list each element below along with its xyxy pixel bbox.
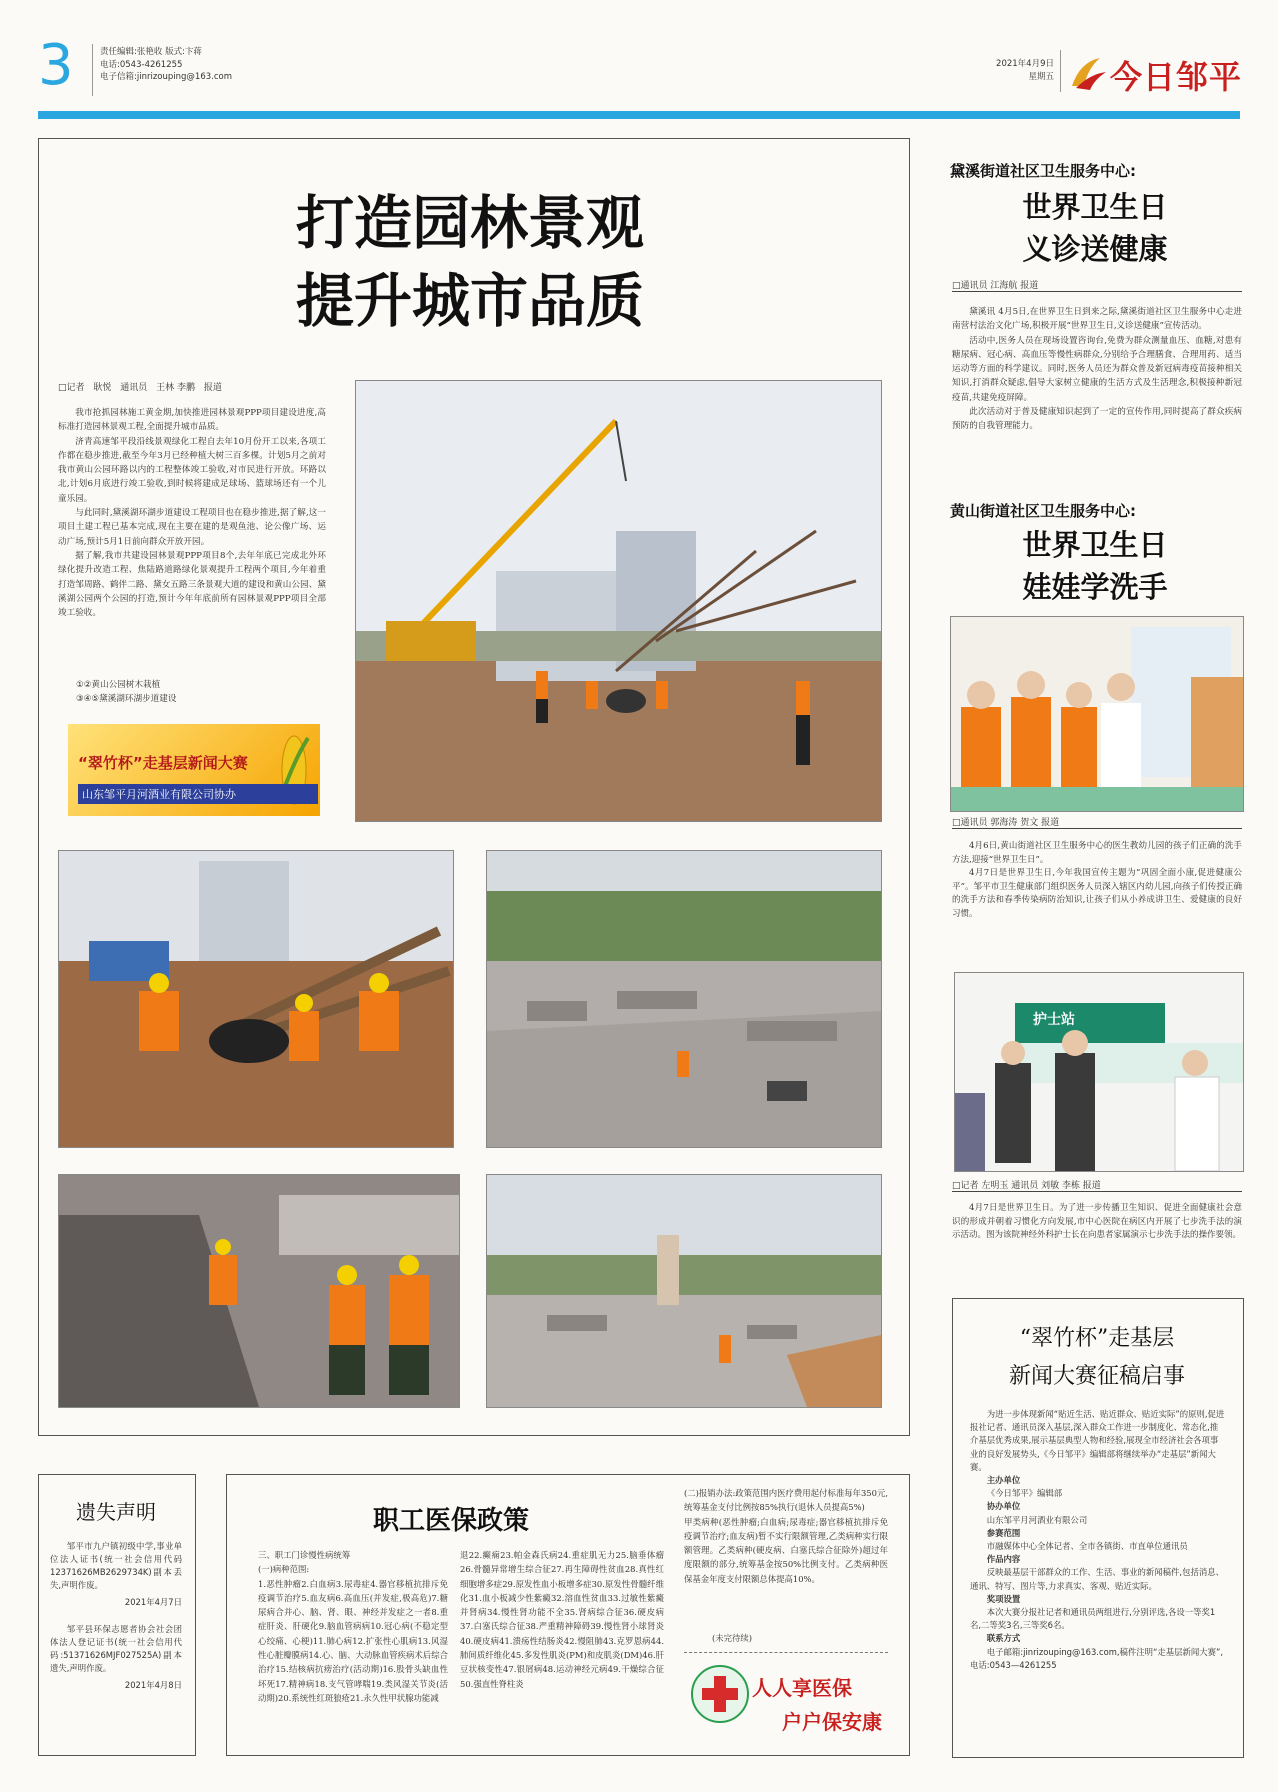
- photo-caption-1: ①②黄山公园树木栽植: [76, 680, 161, 690]
- lost-notice-title: 遗失声明: [76, 1500, 156, 1524]
- policy-title: 职工医保政策: [372, 1506, 529, 1536]
- photo-captions: [76, 678, 176, 706]
- main-paragraph: 据了解,我市共建设园林景观PPP项目8个,去年年底已完成北外环绿化提升改造工程、焦陆路道路绿化景观提升工程两个项目,今年着重打造邹周路、鹤伴二路、黛女五路三条景观大道的建设和黄山公园、黛溪湖公园两个公园的打造,预计今年年底前所有园林景观PPP项目全部竣工验收。: [58, 550, 326, 619]
- story1-body: [952, 305, 1242, 434]
- contest-notice-body: [970, 1408, 1226, 1672]
- story1-paragraph: 活动中,医务人员在现场设置咨询台,免费为群众测量血压、血糖,对患有糖尿病、冠心病、高血压等慢性病群众,分别给予合理膳食、合理用药、适当运动等方面的科学建议。同时,医务人员还为群众普及新冠病毒疫苗接种相关知识,打消群众疑虑,倡导大家树立健康的生活方式及生活理念,积极接种新冠疫苗,共建免疫屏障。: [952, 335, 1242, 403]
- main-title-line2: 提升城市品质: [295, 267, 644, 335]
- main-article-body: [58, 406, 326, 620]
- story2-rule: [952, 828, 1242, 829]
- lost-item-1: 邹平市九户镇初级中学,事业单位法人证书(统一社会信用代码12371626MB2629734K)副本丢失,声明作废。: [50, 1541, 182, 1590]
- contest-notice-title: [952, 1320, 1242, 1396]
- photo-paving-workers: [58, 1174, 460, 1408]
- masthead-logo-icon: [1066, 52, 1108, 92]
- main-paragraph: 与此同时,黛溪湖环湖步道建设工程项目也在稳步推进,据了解,这一项目土建工程已基本完成,现在主要在建的是观鱼池、论公像广场、运动广场,预计5月1日前向群众开放开园。: [58, 508, 326, 547]
- scope-value: 市融媒体中心全体记者、全市各镇街、市直单位通讯员: [986, 1541, 1188, 1552]
- photo-crane-tree-planting: [355, 380, 882, 822]
- photo-caption-2: ③④⑤黛溪湖环湖步道建设: [76, 694, 177, 704]
- story2-title-line2: 娃娃学洗手: [1022, 570, 1168, 604]
- byline-reporter: 耿悦: [93, 383, 112, 393]
- story2-body: [952, 840, 1242, 921]
- lost-item-2: 邹平县环保志愿者协会社会团体法人登记证书(统一社会信用代码:51371626MJF027525A)副本遗失,声明作废。: [50, 1624, 182, 1673]
- main-title: [210, 184, 730, 340]
- photo-plaza-paving: [486, 850, 882, 1148]
- story3-paragraph: 4月7日是世界卫生日。为了进一步传播卫生知识、促进全面健康社会意识的形成并朝着习惯化方向发展,市中心医院在病区内开展了七步洗手法的演示活动。图为该院神经外科护士长在向患者家属演示七步洗手法的操作要领。: [952, 1203, 1242, 1240]
- policy-slogan-rule: [684, 1652, 888, 1654]
- co-sponsor-label: 协办单位: [986, 1501, 1021, 1512]
- byline-suffix: 报道: [203, 383, 222, 393]
- contact-label: 联系方式: [986, 1633, 1021, 1644]
- main-paragraph: 济青高速邹平段沿线景观绿化工程自去年10月份开工以来,各项工作都在稳步推进,截至今年3月已经种植大树三百多棵。计划5月之前对我市黄山公园环路以内的工程整体竣工验收,对市民进行开放。环路以北,计划6月底进行竣工验收,到时候将建成足球场、篮球场还有一个儿童乐园。: [58, 436, 326, 504]
- lost-notice-body: [50, 1540, 182, 1692]
- header-divider: [92, 44, 93, 96]
- policy-col-1: 三、职工门诊慢性病统筹 (一)病种范围: 1.恶性肿瘤2.白血病3.尿毒症4.器官移植抗排斥免疫调节治疗5.血友病6.高血压(并发症,极高危)7.糖尿病合并心、脑、肾、眼、神经并发症之一者8.重症肝炎、肝硬化9.脑血管病病10.冠心病(不稳定型心绞痛、心梗)11.肺心病12.扩张性心肌病13.风湿性心脏瓣膜病14.心、脑、大动脉血管疾病术后综合治疗15.结核病抗痨治疗(活动期)16.股骨头缺血性坏死17.精神病18.支气管哮喘19.类风湿关节炎(活动期)20.系统性红斑狼疮21.永久性甲状腺功能减: [258, 1550, 448, 1703]
- award-label: 奖项设置: [986, 1593, 1021, 1604]
- contest-notice-title-line1: “翠竹杯”走基层: [1019, 1326, 1175, 1351]
- editor-credit: 责任编辑:张艳收 版式:卞蒋: [100, 47, 202, 57]
- contest-intro: 为进一步体现新闻“贴近生活、贴近群众、贴近实际”的原则,促进报社记者、通讯员深入基层,深入群众工作进一步制度化、常态化,推介基层优秀成果,展示基层典型人物和经验,展现全市经济社会各项事业的良好发展势头,《今日邹平》编辑部将继续举办“走基层”新闻大赛。: [970, 1409, 1225, 1472]
- issue-weekday: 星期五: [1028, 71, 1054, 82]
- award-value: 本次大赛分报社记者和通讯员两组进行,分别评选,各设一等奖1名,二等奖3名,三等奖6名。: [970, 1607, 1216, 1631]
- policy-col-3: (二)报销办法:政策范围内医疗费用起付标准每年350元,统筹基金支付比例按85%执行(退休人员提高5%) 甲类病种(恶性肿瘤;白血病;尿毒症;器官移植抗排斥免疫调节治疗;血友病)暂不实行限额管理,乙类病种实行限额管理。乙类病种(硬皮病、白塞氏综合征除外)超过年度限额的部分,统筹基金按50%比例支付。乙类病种医保基金年度支付限额总体提高10%。: [684, 1488, 888, 1584]
- main-title-line1: 打造园林景观: [295, 189, 644, 257]
- main-byline: [58, 380, 358, 393]
- contest-badge: [68, 724, 320, 816]
- story1-kicker: 黛溪街道社区卫生服务中心:: [950, 162, 1136, 180]
- story2-kicker: 黄山街道社区卫生服务中心:: [950, 502, 1136, 520]
- policy-continued: (未完待续): [712, 1633, 753, 1643]
- story1-rule: [952, 291, 1242, 292]
- byline-correspondents: 王林 李鹏: [156, 383, 196, 393]
- email-credit: 电子信箱:jinrizouping@163.com: [100, 72, 232, 83]
- masthead-title: 今日邹平: [1110, 58, 1243, 96]
- header-credits: [100, 46, 232, 84]
- contest-notice-title-line2: 新闻大赛征稿启事: [1008, 1364, 1185, 1389]
- story1-title-line2: 义诊送健康: [1022, 232, 1168, 266]
- contest-badge-title: “翠竹杯”走基层新闻大赛: [78, 754, 248, 772]
- contest-badge-sub: 山东邹平月河酒业有限公司协办: [78, 784, 318, 804]
- phone-credit: 电话:0543-4261255: [100, 59, 183, 70]
- story2-title-line1: 世界卫生日: [1022, 528, 1168, 562]
- lost-date-1: 2021年4月7日: [124, 1597, 182, 1607]
- story1-paragraph: 黛溪讯 4月5日,在世界卫生日到来之际,黛溪街道社区卫生服务中心走进南营村法治文化广场,积极开展“世界卫生日,义诊送健康”宣传活动。: [952, 307, 1242, 332]
- sponsor-label: 主办单位: [986, 1475, 1021, 1486]
- works-value: 反映最基层干部群众的工作、生活、事业的新闻稿件,包括消息、通讯、特写、图片等,力求真实、客观、贴近实际。: [970, 1567, 1224, 1591]
- photo-children-handwashing: [950, 616, 1244, 812]
- story2-paragraph: 4月7日是世界卫生日,今年我国宣传主题为“巩固全面小康,促进健康公平”。邹平市卫生健康部门组织医务人员深入辖区内幼儿园,向孩子们传授正确的洗手方法和春季传染病防治知识,让孩子们从小养成讲卫生、爱健康的良好习惯。: [952, 868, 1242, 919]
- co-sponsor-value: 山东邹平月河酒业有限公司: [986, 1514, 1088, 1525]
- works-label: 作品内容: [986, 1554, 1021, 1565]
- main-paragraph: 我市抢抓园林施工黄金期,加快推进园林景观PPP项目建设进度,高标准打造园林景观工程,全面提升城市品质。: [58, 408, 326, 433]
- policy-col-2: 退22.癫痫23.帕金森氏病24.重症肌无力25.脑垂体瘤26.骨髓异常增生综合征27.再生障碍性贫血28.真性红细胞增多症29.原发性血小板增多症30.原发性骨髓纤维化31.血小板减少性紫癜32.溶血性贫血33.过敏性紫癜并肾病34.慢性肾功能不全35.肾病综合征36.硬皮病37.白塞氏综合征38.严重精神障碍39.慢性肾小球肾炎40.硬皮病41.溃疡性结肠炎42.慢阻肺43.克罗恩病44.肺间质纤维化45.多发性肌炎(PM)和皮肌炎(DM)46.肝豆状核变性47.银屑病48.运动神经元病49.干燥综合征50.强直性脊柱炎: [460, 1550, 664, 1689]
- story1-title-line1: 世界卫生日: [1022, 190, 1168, 224]
- page-number: 3: [38, 33, 74, 98]
- contact-value: 电子邮箱:jinrizouping@163.com,稿件注明“走基层新闻大赛”,电话:0543—4261255: [970, 1646, 1223, 1670]
- policy-slogan-1: 人人享医保: [752, 1676, 852, 1700]
- header-divider-right: [1060, 50, 1061, 92]
- nurse-station-sign: 护士站: [1033, 1012, 1075, 1028]
- story3-byline: □记者 左明玉 通讯员 刘敏 李栋 报道: [952, 1181, 1101, 1191]
- story2-title: [955, 524, 1235, 608]
- story2-byline: □通讯员 郭海涛 贺文 报道: [952, 818, 1060, 828]
- story2-paragraph: 4月6日,黄山街道社区卫生服务中心的医生教幼儿园的孩子们正确的洗手方法,迎接“世界卫生日”。: [952, 841, 1242, 865]
- medical-cross-icon: [690, 1664, 750, 1724]
- photo-workers-tree: [58, 850, 454, 1148]
- story1-title: [955, 186, 1235, 270]
- photo-statue-plaza: [486, 1174, 882, 1408]
- story3-body: [952, 1202, 1242, 1243]
- policy-slogan-2: 户户保安康: [782, 1710, 882, 1734]
- sponsor-value: 《今日邹平》编辑部: [986, 1488, 1063, 1499]
- byline-prefix: □记者: [58, 383, 85, 393]
- scope-label: 参赛范围: [986, 1527, 1021, 1538]
- byline-corr-label: 通讯员: [120, 383, 148, 393]
- lost-date-2: 2021年4月8日: [124, 1680, 182, 1690]
- header-date-block: [978, 58, 1054, 83]
- story1-paragraph: 此次活动对于普及健康知识起到了一定的宣传作用,同时提高了群众疾病预防的自我管理能力。: [952, 407, 1242, 432]
- story1-byline: □通讯员 江海航 报道: [952, 281, 1039, 291]
- photo-nurse-demonstration: [954, 972, 1244, 1172]
- story3-rule: [952, 1191, 1242, 1192]
- issue-date: 2021年4月9日: [996, 59, 1054, 69]
- header-accent-bar: [38, 111, 1240, 119]
